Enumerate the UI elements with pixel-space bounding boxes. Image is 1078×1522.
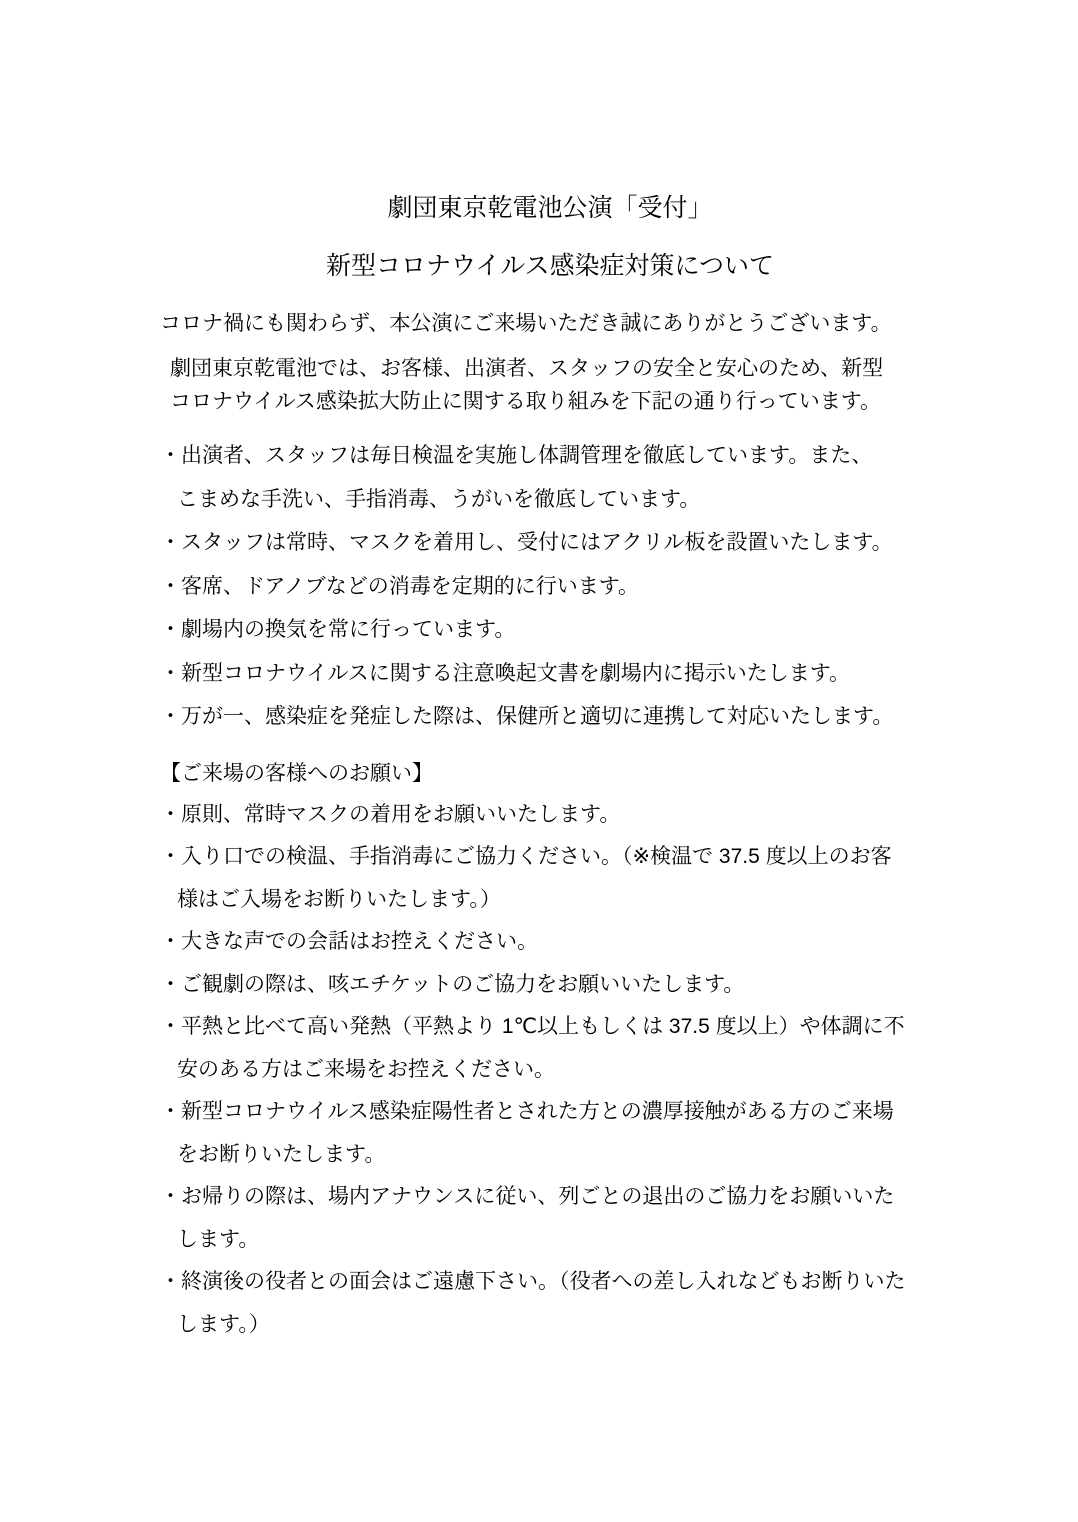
list-item-continuation-line: をお断りいたします。 xyxy=(177,1142,386,1166)
main-title: 劇団東京乾電池公演「受付」 xyxy=(387,194,713,222)
requests-list xyxy=(160,794,940,1347)
paragraph-line: 劇団東京乾電池では、お客様、出演者、スタッフの安全と安心のため、新型 xyxy=(170,357,884,380)
list-item xyxy=(160,836,940,921)
list-item-line: ・客席、ドアノブなどの消毒を定期的に行います。 xyxy=(160,574,640,598)
list-item-continuation-line: します。 xyxy=(177,1227,260,1251)
list-item xyxy=(160,1261,940,1346)
list-item-line: ・新型コロナウイルス感染症陽性者とされた方との濃厚接触がある方のご来場 xyxy=(160,1100,894,1123)
list-item-line: ・大きな声での会話はお控えください。 xyxy=(160,930,538,953)
intro-paragraph-1: コロナ禍にも関わらず、本公演にご来場いただき誠にありがとうございます。 xyxy=(160,312,892,335)
list-item-line: ・お帰りの際は、場内アナウンスに従い、列ごとの退出のご協力をお願いいた xyxy=(160,1185,895,1208)
list-item-line: ・終演後の役者との面会はご遠慮下さい。（役者への差し入れなどもお断りいた xyxy=(160,1270,906,1293)
list-item xyxy=(160,1006,940,1091)
list-item-line: ・原則、常時マスクの着用をお願いいたします。 xyxy=(160,802,621,826)
list-item-continuation-line: 様はご入場をお断りいたします。） xyxy=(177,887,501,911)
list-item xyxy=(160,652,940,696)
list-item xyxy=(160,1176,940,1261)
list-item-continuation-line: 安のある方はご来場をお控えください。 xyxy=(177,1057,555,1081)
intro-paragraph-2 xyxy=(160,352,940,418)
subtitle: 新型コロナウイルス感染症対策について xyxy=(325,252,774,280)
list-item-line: ・平熱と比べて高い発熱（平熱より 1℃以上もしくは 37.5 度以上）や体調に不 xyxy=(160,1015,905,1038)
requests-section-heading: 【ご来場の客様へのお願い】 xyxy=(160,761,433,785)
list-item xyxy=(160,1091,940,1176)
list-item-line: ・劇場内の換気を常に行っています。 xyxy=(160,618,516,641)
list-item xyxy=(160,921,940,964)
list-item xyxy=(160,964,940,1007)
paragraph-line: コロナウイルス感染拡大防止に関する取り組みを下記の通り行っています。 xyxy=(170,390,882,413)
list-item-line: ・万が一、感染症を発症した際は、保健所と適切に連携して対応いたします。 xyxy=(160,705,894,728)
measures-list xyxy=(160,434,940,739)
list-item-line: ・入り口での検温、手指消毒にご協力ください。（※検温で 37.5 度以上のお客 xyxy=(160,845,892,868)
list-item xyxy=(160,695,940,739)
list-item-line: ・新型コロナウイルスに関する注意喚起文書を劇場内に掲示いたします。 xyxy=(160,661,851,685)
list-item xyxy=(160,521,940,565)
list-item-continuation-line: します。） xyxy=(177,1312,270,1336)
list-item xyxy=(160,608,940,652)
list-item-line: ・スタッフは常時、マスクを着用し、受付にはアクリル板を設置いたします。 xyxy=(160,531,893,554)
list-item xyxy=(160,565,940,609)
list-item-line: ・ご観劇の際は、咳エチケットのご協力をお願いいたします。 xyxy=(160,972,745,996)
list-item xyxy=(160,794,940,837)
list-item-line: ・出演者、スタッフは毎日検温を実施し体調管理を徹底しています。また、 xyxy=(160,444,873,467)
list-item xyxy=(160,434,940,521)
list-item-continuation-line: こまめな手洗い、手指消毒、うがいを徹底しています。 xyxy=(177,487,701,511)
